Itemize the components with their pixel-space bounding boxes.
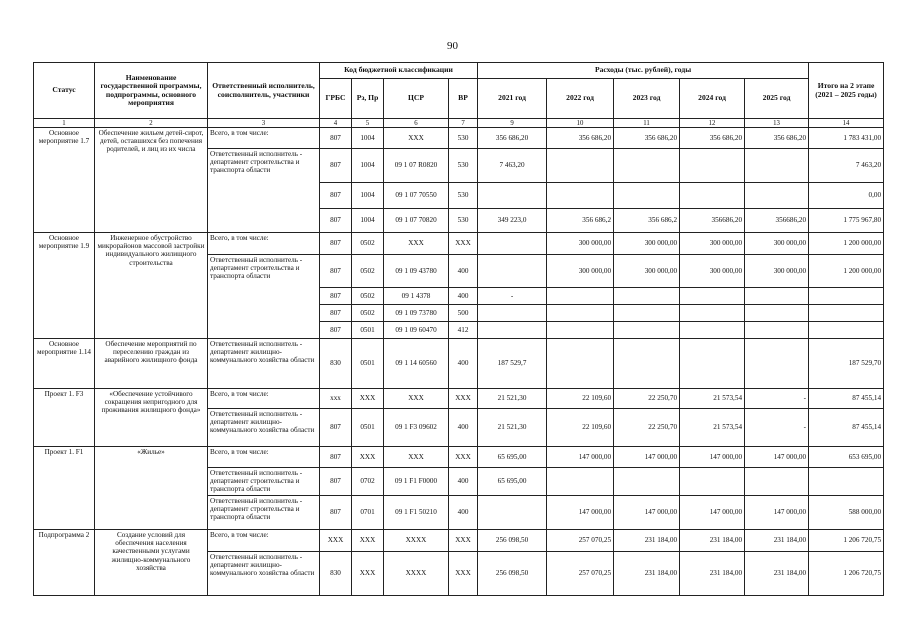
header-2021: 2021 год xyxy=(478,79,547,119)
y2023-cell xyxy=(614,468,680,496)
y2023-cell xyxy=(614,322,680,339)
csr-cell: 09 1 07 70820 xyxy=(384,209,449,233)
responsible-cell: Ответственный исполнитель - департамент жилищно-коммунального хозяйства области xyxy=(208,409,320,447)
responsible-cell: Всего, в том числе: xyxy=(208,447,320,468)
y2021-cell: 7 463,20 xyxy=(478,149,547,183)
y2023-cell: 22 250,70 xyxy=(614,409,680,447)
rz-cell: XXX xyxy=(352,530,384,552)
y2021-cell: 256 098,50 xyxy=(478,530,547,552)
total-cell: 1 783 431,00 xyxy=(809,128,884,149)
rz-cell: 0701 xyxy=(352,496,384,530)
y2022-cell xyxy=(547,288,614,305)
page-number: 90 xyxy=(447,40,458,52)
y2022-cell: 147 000,00 xyxy=(547,496,614,530)
header-responsible: Ответственный исполнитель, соисполнитель, участники xyxy=(208,63,320,119)
y2025-cell: - xyxy=(745,409,809,447)
y2021-cell: - xyxy=(478,288,547,305)
col-number: 11 xyxy=(614,119,680,128)
y2021-cell: 21 521,30 xyxy=(478,409,547,447)
col-number: 13 xyxy=(745,119,809,128)
y2022-cell xyxy=(547,305,614,322)
rz-cell: XXX xyxy=(352,389,384,409)
vr-cell: 530 xyxy=(449,183,478,209)
y2024-cell: 21 573,54 xyxy=(680,389,745,409)
y2025-cell: 356 686,20 xyxy=(745,128,809,149)
y2022-cell: 257 070,25 xyxy=(547,530,614,552)
y2024-cell xyxy=(680,288,745,305)
y2025-cell: 356686,20 xyxy=(745,209,809,233)
header-grbs: ГРБС xyxy=(320,79,352,119)
csr-cell: 09 1 4378 xyxy=(384,288,449,305)
y2025-cell xyxy=(745,149,809,183)
csr-cell: XXX xyxy=(384,389,449,409)
y2025-cell: 231 184,00 xyxy=(745,552,809,596)
col-number: 1 xyxy=(34,119,95,128)
header-csr: ЦСР xyxy=(384,79,449,119)
col-number: 12 xyxy=(680,119,745,128)
total-cell: 7 463,20 xyxy=(809,149,884,183)
y2024-cell xyxy=(680,322,745,339)
y2023-cell: 147 000,00 xyxy=(614,447,680,468)
y2023-cell xyxy=(614,183,680,209)
rz-cell: 0501 xyxy=(352,409,384,447)
grbs-cell: 807 xyxy=(320,447,352,468)
y2023-cell xyxy=(614,305,680,322)
grbs-cell: 830 xyxy=(320,339,352,389)
grbs-cell: 807 xyxy=(320,468,352,496)
y2022-cell: 356 686,20 xyxy=(547,128,614,149)
rz-cell: 1004 xyxy=(352,149,384,183)
rz-cell: 1004 xyxy=(352,209,384,233)
responsible-cell: Ответственный исполнитель - департамент строительства и транспорта области xyxy=(208,255,320,339)
y2024-cell: 231 184,00 xyxy=(680,530,745,552)
name-cell: «Жилье» xyxy=(95,447,208,530)
y2023-cell: 22 250,70 xyxy=(614,389,680,409)
y2023-cell: 231 184,00 xyxy=(614,552,680,596)
vr-cell: 400 xyxy=(449,288,478,305)
csr-cell: 09 1 F1 50210 xyxy=(384,496,449,530)
y2024-cell xyxy=(680,468,745,496)
vr-cell: 412 xyxy=(449,322,478,339)
y2021-cell xyxy=(478,233,547,255)
responsible-cell: Всего, в том числе: xyxy=(208,233,320,255)
y2022-cell xyxy=(547,339,614,389)
total-cell: 653 695,00 xyxy=(809,447,884,468)
rz-cell: 1004 xyxy=(352,128,384,149)
grbs-cell: 807 xyxy=(320,496,352,530)
table-row xyxy=(34,128,884,149)
header-expenses: Расходы (тыс. рублей), годы xyxy=(478,63,809,79)
y2025-cell: 300 000,00 xyxy=(745,255,809,288)
rz-cell: 0502 xyxy=(352,288,384,305)
vr-cell: 400 xyxy=(449,255,478,288)
csr-cell: 09 1 09 60470 xyxy=(384,322,449,339)
y2021-cell xyxy=(478,496,547,530)
csr-cell: 09 1 07 70550 xyxy=(384,183,449,209)
rz-cell: 0702 xyxy=(352,468,384,496)
total-cell: 588 000,00 xyxy=(809,496,884,530)
header-vr: ВР xyxy=(449,79,478,119)
y2022-cell: 300 000,00 xyxy=(547,233,614,255)
responsible-cell: Ответственный исполнитель - департамент строительства и транспорта области xyxy=(208,149,320,233)
y2024-cell: 300 000,00 xyxy=(680,233,745,255)
y2022-cell: 147 000,00 xyxy=(547,447,614,468)
responsible-cell: Ответственный исполнитель - департамент жилищно-коммунального хозяйства области xyxy=(208,339,320,389)
header-2023: 2023 год xyxy=(614,79,680,119)
table-row xyxy=(34,389,884,409)
vr-cell: 400 xyxy=(449,468,478,496)
total-cell: 1 200 000,00 xyxy=(809,255,884,288)
total-cell xyxy=(809,468,884,496)
rz-cell: 0502 xyxy=(352,255,384,288)
y2024-cell xyxy=(680,183,745,209)
y2024-cell xyxy=(680,149,745,183)
y2021-cell: 65 695,00 xyxy=(478,468,547,496)
header-2025: 2025 год xyxy=(745,79,809,119)
name-cell: Обеспечение мероприятий по переселению граждан из аварийного жилищного фонда xyxy=(95,339,208,389)
vr-cell: XXX xyxy=(449,233,478,255)
responsible-cell: Ответственный исполнитель - департамент строительства и транспорта области xyxy=(208,468,320,496)
y2025-cell xyxy=(745,468,809,496)
name-cell: Инженерное обустройство микрорайонов массовой застройки индивидуального жилищного строительства xyxy=(95,233,208,339)
y2021-cell: 256 098,50 xyxy=(478,552,547,596)
responsible-cell: Всего, в том числе: xyxy=(208,128,320,149)
y2024-cell: 356686,20 xyxy=(680,209,745,233)
responsible-cell: Ответственный исполнитель - департамент жилищно-коммунального хозяйства области xyxy=(208,552,320,596)
header-budget-code: Код бюджетной классификации xyxy=(320,63,478,79)
table-row xyxy=(34,233,884,255)
col-number: 4 xyxy=(320,119,352,128)
status-cell: Проект 1. F1 xyxy=(34,447,95,530)
y2025-cell: 147 000,00 xyxy=(745,447,809,468)
rz-cell: 0502 xyxy=(352,233,384,255)
table-body xyxy=(34,128,884,596)
status-cell: Проект 1. F3 xyxy=(34,389,95,447)
csr-cell: XXX xyxy=(384,233,449,255)
y2023-cell xyxy=(614,339,680,389)
col-number: 10 xyxy=(547,119,614,128)
header-rz: Рз, Пр xyxy=(352,79,384,119)
csr-cell: 09 1 09 73780 xyxy=(384,305,449,322)
total-cell: 1 206 720,75 xyxy=(809,530,884,552)
y2022-cell: 22 109,60 xyxy=(547,409,614,447)
header-status: Статус xyxy=(34,63,95,119)
status-cell: Основное мероприятие 1.14 xyxy=(34,339,95,389)
y2021-cell xyxy=(478,305,547,322)
name-cell: «Обеспечение устойчивого сокращения непригодного для проживания жилищного фонда» xyxy=(95,389,208,447)
y2023-cell: 300 000,00 xyxy=(614,255,680,288)
vr-cell: XXX xyxy=(449,530,478,552)
y2021-cell: 349 223,0 xyxy=(478,209,547,233)
header-total: Итого на 2 этапе (2021 – 2025 годы) xyxy=(809,63,884,119)
y2023-cell: 356 686,20 xyxy=(614,128,680,149)
grbs-cell: 807 xyxy=(320,409,352,447)
csr-cell: 09 1 14 60560 xyxy=(384,339,449,389)
y2025-cell xyxy=(745,288,809,305)
total-cell: 87 455,14 xyxy=(809,389,884,409)
name-cell: Обеспечение жильем детей-сирот, детей, оставшихся без попечения родителей, и лиц из их числа xyxy=(95,128,208,233)
total-cell: 0,00 xyxy=(809,183,884,209)
grbs-cell: 807 xyxy=(320,322,352,339)
y2022-cell xyxy=(547,322,614,339)
vr-cell: 400 xyxy=(449,496,478,530)
csr-cell: 09 1 07 R0820 xyxy=(384,149,449,183)
rz-cell: XXX xyxy=(352,447,384,468)
col-number: 7 xyxy=(449,119,478,128)
y2024-cell: 356 686,20 xyxy=(680,128,745,149)
total-cell: 87 455,14 xyxy=(809,409,884,447)
header-2024: 2024 год xyxy=(680,79,745,119)
y2025-cell: 231 184,00 xyxy=(745,530,809,552)
y2024-cell xyxy=(680,339,745,389)
col-number: 2 xyxy=(95,119,208,128)
csr-cell: 09 1 F3 09602 xyxy=(384,409,449,447)
y2022-cell: 257 070,25 xyxy=(547,552,614,596)
y2024-cell xyxy=(680,305,745,322)
y2023-cell: 300 000,00 xyxy=(614,233,680,255)
col-number: 3 xyxy=(208,119,320,128)
y2022-cell xyxy=(547,468,614,496)
y2025-cell xyxy=(745,305,809,322)
grbs-cell: 807 xyxy=(320,288,352,305)
vr-cell: 530 xyxy=(449,209,478,233)
vr-cell: XXX xyxy=(449,552,478,596)
csr-cell: XXX xyxy=(384,447,449,468)
responsible-cell: Ответственный исполнитель - департамент строительства и транспорта области xyxy=(208,496,320,530)
grbs-cell: 807 xyxy=(320,128,352,149)
y2025-cell xyxy=(745,183,809,209)
y2023-cell xyxy=(614,288,680,305)
y2022-cell: 22 109,60 xyxy=(547,389,614,409)
grbs-cell: 830 xyxy=(320,552,352,596)
total-cell: 1 775 967,80 xyxy=(809,209,884,233)
status-cell: Основное мероприятие 1.7 xyxy=(34,128,95,233)
csr-cell: XXX xyxy=(384,128,449,149)
y2024-cell: 300 000,00 xyxy=(680,255,745,288)
grbs-cell: 807 xyxy=(320,149,352,183)
total-cell xyxy=(809,288,884,305)
total-cell xyxy=(809,305,884,322)
status-cell: Основное мероприятие 1.9 xyxy=(34,233,95,339)
y2024-cell: 147 000,00 xyxy=(680,447,745,468)
y2023-cell: 356 686,2 xyxy=(614,209,680,233)
header-2022: 2022 год xyxy=(547,79,614,119)
y2022-cell: 300 000,00 xyxy=(547,255,614,288)
total-cell: 1 200 000,00 xyxy=(809,233,884,255)
col-number: 9 xyxy=(478,119,547,128)
csr-cell: XXXX xyxy=(384,530,449,552)
status-cell: Подпрограмма 2 xyxy=(34,530,95,596)
rz-cell: 0501 xyxy=(352,322,384,339)
y2022-cell: 356 686,2 xyxy=(547,209,614,233)
y2021-cell: 65 695,00 xyxy=(478,447,547,468)
column-number-row xyxy=(34,119,884,128)
responsible-cell: Всего, в том числе: xyxy=(208,530,320,552)
total-cell: 1 206 720,75 xyxy=(809,552,884,596)
y2021-cell: 187 529,7 xyxy=(478,339,547,389)
rz-cell: XXX xyxy=(352,552,384,596)
header-name: Наименование государственной программы, подпрограммы, основного мероприятия xyxy=(95,63,208,119)
rz-cell: 0502 xyxy=(352,305,384,322)
y2021-cell xyxy=(478,183,547,209)
vr-cell: 530 xyxy=(449,128,478,149)
y2025-cell xyxy=(745,322,809,339)
table-row xyxy=(34,447,884,468)
csr-cell: XXXX xyxy=(384,552,449,596)
vr-cell: 400 xyxy=(449,339,478,389)
rz-cell: 1004 xyxy=(352,183,384,209)
y2021-cell xyxy=(478,322,547,339)
y2022-cell xyxy=(547,183,614,209)
responsible-cell: Всего, в том числе: xyxy=(208,389,320,409)
y2021-cell xyxy=(478,255,547,288)
col-number: 14 xyxy=(809,119,884,128)
vr-cell: 530 xyxy=(449,149,478,183)
col-number: 6 xyxy=(384,119,449,128)
csr-cell: 09 1 F1 F0000 xyxy=(384,468,449,496)
table-row xyxy=(34,530,884,552)
y2025-cell: 300 000,00 xyxy=(745,233,809,255)
y2023-cell: 231 184,00 xyxy=(614,530,680,552)
grbs-cell: 807 xyxy=(320,209,352,233)
y2023-cell: 147 000,00 xyxy=(614,496,680,530)
grbs-cell: 807 xyxy=(320,183,352,209)
y2024-cell: 21 573,54 xyxy=(680,409,745,447)
y2025-cell: - xyxy=(745,389,809,409)
vr-cell: XXX xyxy=(449,447,478,468)
vr-cell: 500 xyxy=(449,305,478,322)
csr-cell: 09 1 09 43780 xyxy=(384,255,449,288)
table-header xyxy=(34,63,884,128)
vr-cell: XXX xyxy=(449,389,478,409)
y2025-cell xyxy=(745,339,809,389)
total-cell: 187 529,70 xyxy=(809,339,884,389)
grbs-cell: 807 xyxy=(320,233,352,255)
col-number: 5 xyxy=(352,119,384,128)
grbs-cell: 807 xyxy=(320,305,352,322)
grbs-cell: 807 xyxy=(320,255,352,288)
y2023-cell xyxy=(614,149,680,183)
y2024-cell: 147 000,00 xyxy=(680,496,745,530)
y2021-cell: 21 521,30 xyxy=(478,389,547,409)
vr-cell: 400 xyxy=(449,409,478,447)
rz-cell: 0501 xyxy=(352,339,384,389)
budget-table xyxy=(33,62,884,596)
y2024-cell: 231 184,00 xyxy=(680,552,745,596)
y2022-cell xyxy=(547,149,614,183)
grbs-cell: xxx xyxy=(320,389,352,409)
grbs-cell: XXX xyxy=(320,530,352,552)
total-cell xyxy=(809,322,884,339)
name-cell: Создание условий для обеспечения населения качественными услугами жилищно-коммунального хозяйства xyxy=(95,530,208,596)
table-row xyxy=(34,339,884,389)
y2025-cell: 147 000,00 xyxy=(745,496,809,530)
y2021-cell: 356 686,20 xyxy=(478,128,547,149)
